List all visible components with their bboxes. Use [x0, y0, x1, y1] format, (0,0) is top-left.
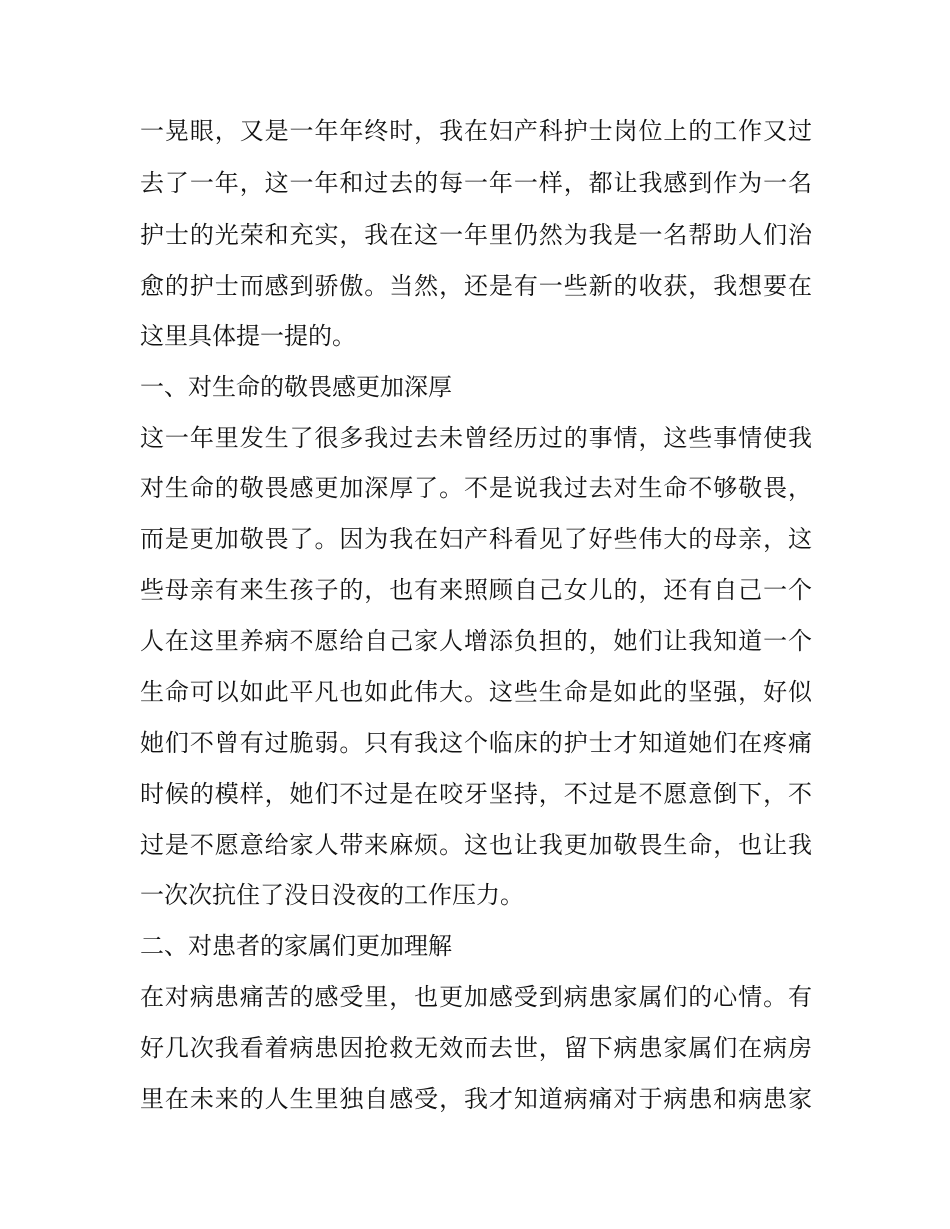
paragraph-1-line-2: 去了一年，这一年和过去的每一年一样，都让我感到作为一名 — [140, 169, 813, 197]
paragraph-2-line-3: 而是更加敬畏了。因为我在妇产科看见了好些伟大的母亲，这 — [140, 525, 813, 553]
section-heading-1: 一、对生命的敬畏感更加深厚 — [140, 373, 452, 401]
paragraph-2-line-7: 她们不曾有过脆弱。只有我这个临床的护士才知道她们在疼痛 — [140, 729, 813, 757]
paragraph-1-line-4: 愈的护士而感到骄傲。当然，还是有一些新的收获，我想要在 — [140, 272, 813, 300]
paragraph-2-line-5: 人在这里养病不愿给自己家人增添负担的，她们让我知道一个 — [140, 627, 813, 655]
paragraph-2-line-6: 生命可以如此平凡也如此伟大。这些生命是如此的坚强，好似 — [140, 678, 813, 706]
paragraph-2-line-1: 这一年里发生了很多我过去未曾经历过的事情，这些事情使我 — [140, 424, 813, 452]
paragraph-1-line-1: 一晃眼，又是一年年终时，我在妇产科护士岗位上的工作又过 — [140, 117, 813, 145]
section-heading-2: 二、对患者的家属们更加理解 — [140, 932, 452, 960]
paragraph-2-line-10: 一次次抗住了没日没夜的工作压力。 — [140, 881, 524, 909]
paragraph-2-line-8: 时候的模样，她们不过是在咬牙坚持，不过是不愿意倒下，不 — [140, 780, 813, 808]
paragraph-3-line-1: 在对病患痛苦的感受里，也更加感受到病患家属们的心情。有 — [140, 983, 813, 1011]
paragraph-2-line-4: 些母亲有来生孩子的，也有来照顾自己女儿的，还有自己一个 — [140, 576, 813, 604]
paragraph-2-line-9: 过是不愿意给家人带来麻烦。这也让我更加敬畏生命，也让我 — [140, 831, 813, 859]
paragraph-3-line-3: 里在未来的人生里独自感受，我才知道病痛对于病患和病患家 — [140, 1085, 813, 1113]
paragraph-2-line-2: 对生命的敬畏感更加深厚了。不是说我过去对生命不够敬畏， — [140, 474, 813, 502]
paragraph-3-line-2: 好几次我看着病患因抢救无效而去世，留下病患家属们在病房 — [140, 1034, 813, 1062]
paragraph-1-line-5: 这里具体提一提的。 — [140, 322, 356, 350]
paragraph-1-line-3: 护士的光荣和充实，我在这一年里仍然为我是一名帮助人们治 — [140, 221, 813, 249]
